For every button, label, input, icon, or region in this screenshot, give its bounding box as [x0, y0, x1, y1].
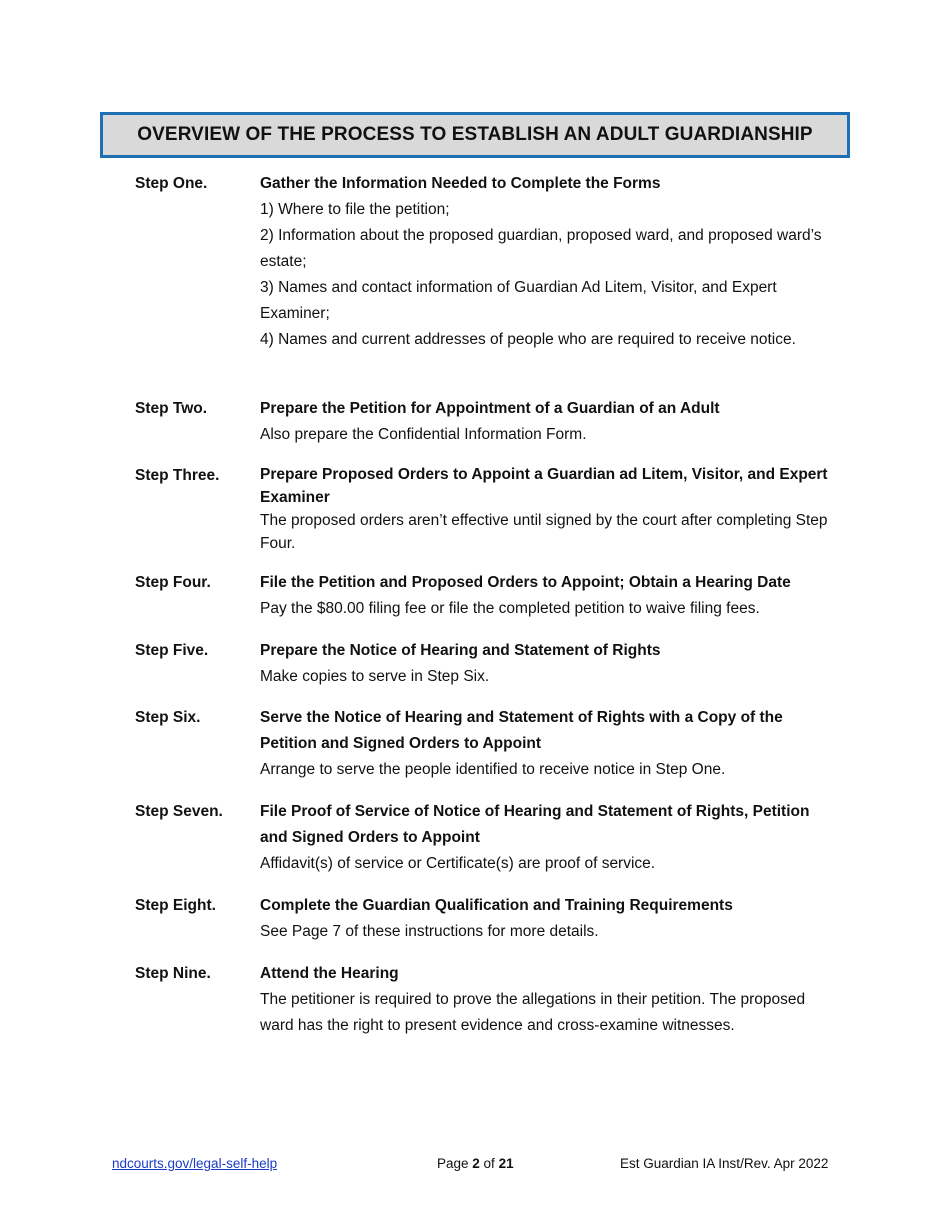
step-line: The petitioner is required to prove the allegations in their petition. The proposed ward has the right to present evidence and cross-examine witnesses. — [260, 991, 806, 1034]
page-current: 2 — [472, 1156, 480, 1171]
step-label: Step One. — [135, 175, 208, 192]
step-label: Step Three. — [135, 467, 220, 484]
step-line: Make copies to serve in Step Six. — [260, 668, 490, 685]
step-heading: File the Petition and Proposed Orders to Appoint; Obtain a Hearing Date — [260, 574, 791, 591]
step-heading: Attend the Hearing — [260, 965, 399, 982]
step-line: Arrange to serve the people identified to receive notice in Step One. — [260, 761, 726, 778]
step-line: See Page 7 of these instructions for more details. — [260, 923, 599, 940]
step-line: 1) Where to file the petition; — [260, 201, 450, 218]
step-line: Affidavit(s) of service or Certificate(s) are proof of service. — [260, 855, 656, 872]
step-label: Step Seven. — [135, 803, 223, 820]
step-body — [260, 799, 835, 877]
page-title: OVERVIEW OF THE PROCESS TO ESTABLISH AN ADULT GUARDIANSHIP — [137, 124, 813, 145]
step-heading: File Proof of Service of Notice of Hearing and Statement of Rights, Petition and Signed Orders to Appoint — [260, 803, 810, 846]
step-line: 4) Names and current addresses of people who are required to receive notice. — [260, 331, 796, 348]
footer-self-help-link[interactable]: ndcourts.gov/legal-self-help — [112, 1156, 278, 1171]
step-line: 3) Names and contact information of Guardian Ad Litem, Visitor, and Expert Examiner; — [260, 279, 777, 322]
step-label: Step Six. — [135, 709, 201, 726]
step-line: Also prepare the Confidential Information Form. — [260, 426, 587, 443]
step-label: Step Two. — [135, 400, 208, 417]
step-label: Step Eight. — [135, 897, 216, 914]
step-body — [260, 463, 835, 555]
step-heading: Prepare the Petition for Appointment of a Guardian of an Adult — [260, 400, 720, 417]
page-total: 21 — [498, 1156, 514, 1171]
step-body — [260, 396, 835, 448]
footer-revision: Est Guardian IA Inst/Rev. Apr 2022 — [620, 1156, 829, 1171]
step-heading: Prepare the Notice of Hearing and Statement of Rights — [260, 642, 661, 659]
step-label: Step Nine. — [135, 965, 211, 982]
page-of: of — [479, 1156, 499, 1171]
step-heading: Gather the Information Needed to Complete the Forms — [260, 175, 661, 192]
step-heading: Serve the Notice of Hearing and Statement of Rights with a Copy of the Petition and Signed Orders to Appoint — [260, 709, 783, 752]
step-body — [260, 638, 835, 690]
step-body — [260, 171, 835, 353]
step-body — [260, 893, 835, 945]
footer-page-number — [437, 1154, 514, 1174]
step-line: Pay the $80.00 filing fee or file the completed petition to waive filing fees. — [260, 600, 760, 617]
step-line: 2) Information about the proposed guardian, proposed ward, and proposed ward’s estate; — [260, 227, 822, 270]
step-line: The proposed orders aren’t effective until signed by the court after completing Step Four. — [260, 512, 828, 552]
step-label: Step Five. — [135, 642, 209, 659]
step-label: Step Four. — [135, 574, 211, 591]
page-title-box — [100, 112, 850, 158]
step-heading: Prepare Proposed Orders to Appoint a Guardian ad Litem, Visitor, and Expert Examiner — [260, 466, 828, 506]
step-body — [260, 570, 860, 622]
step-body — [260, 961, 835, 1039]
step-heading: Complete the Guardian Qualification and Training Requirements — [260, 897, 733, 914]
page-prefix: Page — [437, 1156, 473, 1171]
step-body — [260, 705, 835, 783]
